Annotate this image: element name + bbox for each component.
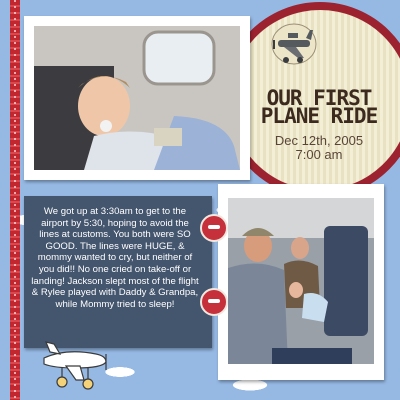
date-stamp [238, 134, 400, 162]
ticket-tag-icon [200, 288, 228, 316]
baby-photo-frame [24, 16, 250, 180]
ticket-tag-icon [200, 214, 228, 242]
title-line-2: PLANE RIDE [260, 104, 378, 128]
airplane-doodle-icon [36, 336, 112, 392]
time-line: 7:00 am [295, 147, 343, 162]
airplane-icon [266, 20, 322, 72]
family-on-plane-photo [228, 198, 374, 364]
family-photo-frame [218, 184, 384, 380]
red-ribbon [10, 0, 20, 400]
title-line-1: OUR FIRST [266, 86, 372, 110]
baby-car-seat-photo [34, 26, 240, 170]
date-line: Dec 12th, 2005 [274, 133, 364, 148]
journal-text: We got up at 3:30am to get to the airport by 5:30, hoping to avoid the lines at customs. You both were SO GOOD. The lines were HUGE, & mommy wanted to cry, but neither of you did!! No one cried on take-off or landing! Jackson slept most of the flight & Rylee played with Daddy & Grandpa, while Mommy tried to sleep! [31, 206, 199, 310]
